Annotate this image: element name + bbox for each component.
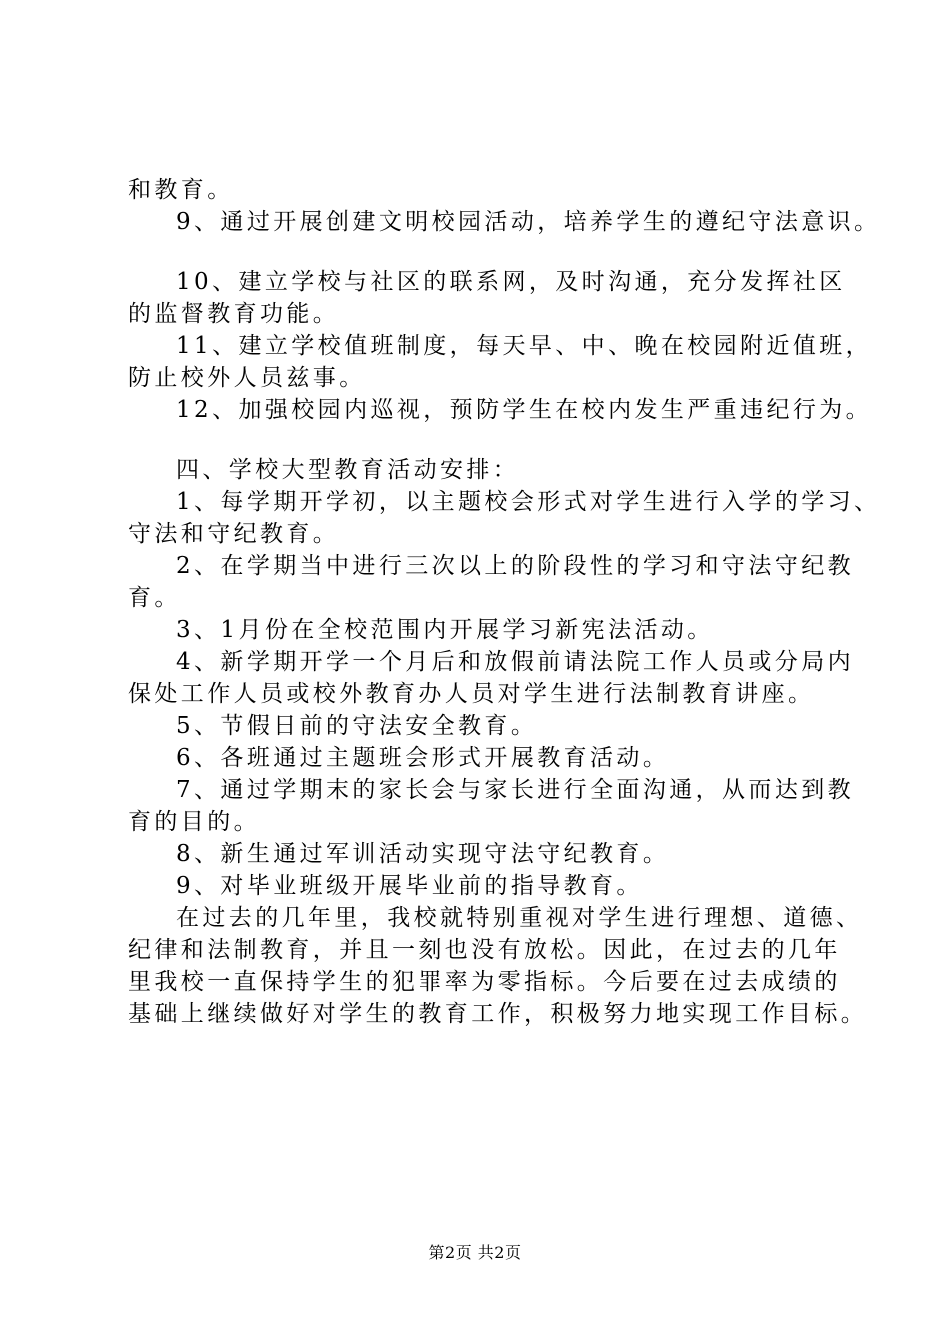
text-line: 在过去的几年里，我校就特别重视对学生进行理想、道德、: [176, 905, 863, 931]
text-line: 里我校一直保持学生的犯罪率为零指标。今后要在过去成绩的: [128, 969, 841, 995]
text-line: 4、新学期开学一个月后和放假前请法院工作人员或分局内: [176, 649, 855, 675]
text-line: 的监督教育功能。: [128, 301, 340, 327]
text-line: 1、每学期开学初，以主题校会形式对学生进行入学的学习、: [176, 489, 881, 515]
text-line: 纪律和法制教育，并且一刻也没有放松。因此，在过去的几年: [128, 937, 841, 963]
text-line: 7、通过学期末的家长会与家长进行全面沟通，从而达到教: [176, 777, 855, 803]
text-line: 2、在学期当中进行三次以上的阶段性的学习和守法守纪教: [176, 553, 855, 579]
page-number-footer: 第2页 共2页: [428, 1243, 522, 1262]
text-line: 6、各班通过主题班会形式开展教育活动。: [176, 745, 670, 771]
paragraph-gap: [128, 426, 848, 454]
text-line: 育。: [128, 585, 181, 611]
document-body: [128, 174, 881, 1030]
text-line: 11、建立学校值班制度，每天早、中、晚在校园附近值班，: [176, 333, 873, 359]
text-line: 5、节假日前的守法安全教育。: [176, 713, 538, 739]
text-line: 9、通过开展创建文明校园活动，培养学生的遵纪守法意识。: [176, 209, 881, 235]
text-line: 10、建立学校与社区的联系网，及时沟通，充分发挥社区: [176, 269, 846, 295]
text-line: 育的目的。: [128, 809, 260, 835]
text-line: 和教育。: [128, 177, 234, 203]
text-line: 防止校外人员兹事。: [128, 365, 366, 391]
text-line: 基础上继续做好对学生的教育工作，积极努力地实现工作目标。: [128, 1001, 868, 1027]
text-line: 12、加强校园内巡视，预防学生在校内发生严重违纪行为。: [176, 397, 873, 423]
text-line: 9、对毕业班级开展毕业前的指导教育。: [176, 873, 643, 899]
section-heading: 四、学校大型教育活动安排：: [176, 457, 520, 483]
paragraph-gap: [128, 238, 848, 266]
text-line: 守法和守纪教育。: [128, 521, 340, 547]
text-line: 3、1月份在全校范围内开展学习新宪法活动。: [176, 617, 714, 643]
text-line: 8、新生通过军训活动实现守法守纪教育。: [176, 841, 670, 867]
text-line: 保处工作人员或校外教育办人员对学生进行法制教育讲座。: [128, 681, 815, 707]
